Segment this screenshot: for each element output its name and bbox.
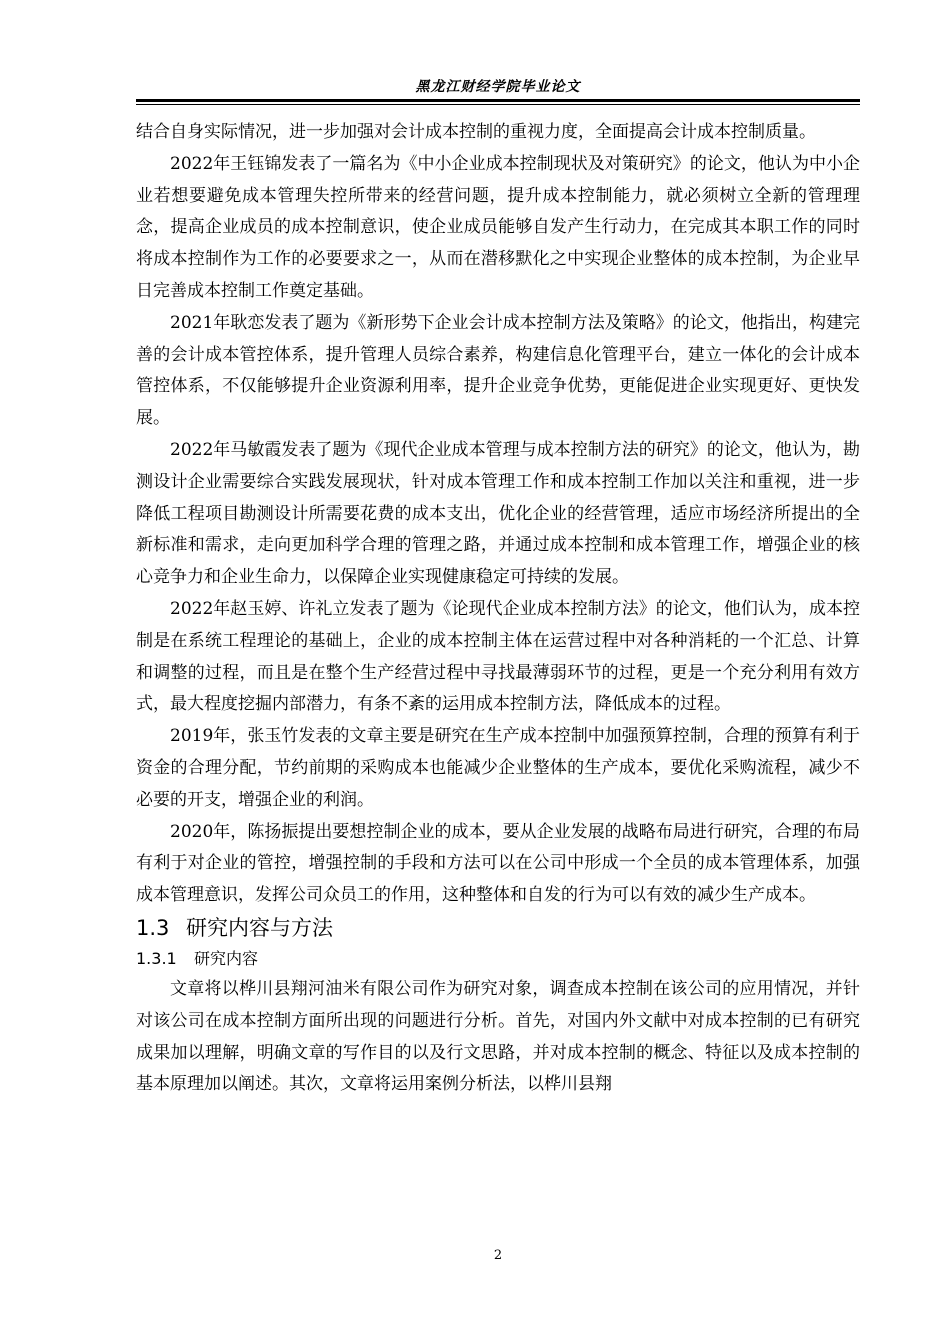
subsection-number: 1.3.1: [136, 948, 177, 968]
page-number: 2: [493, 1248, 503, 1263]
subsection-heading: [136, 944, 860, 974]
section-title: 研究内容与方法: [186, 915, 333, 940]
paragraph-geng: 2021年耿恋发表了题为《新形势下企业会计成本控制方法及策略》的论文，他指出，构建完善的会计成本管控体系，提升管理人员综合素养，构建信息化管理平台，建立一体化的会计成本管控体系，不仅能够提升企业资源利用率，提升企业竞争优势，更能促进企业实现更好、更快发展。: [136, 312, 860, 429]
running-header-title: 黑龙江财经学院毕业论文: [415, 79, 581, 95]
header-rule-thick: [136, 99, 860, 102]
paragraph-chen: 2020年，陈扬振提出要想控制企业的成本，要从企业发展的战略布局进行研究，合理的布局有利于对企业的管控，增强控制的手段和方法可以在公司中形成一个全员的成本管理体系，加强成本管理意识，发挥公司众员工的作用，这种整体和自发的行为可以有效的减少生产成本。: [136, 821, 860, 906]
paragraph-research-content: 文章将以桦川县翔河油米有限公司作为研究对象，调查成本控制在该公司的应用情况，并针对该公司在成本控制方面所出现的问题进行分析。首先，对国内外文献中对成本控制的已有研究成果加以理解，明确文章的写作目的以及行文思路，并对成本控制的概念、特征以及成本控制的基本原理加以阐述。其次，文章将运用案例分析法，以桦川县翔: [136, 978, 860, 1095]
paragraph-zhao-xu: 2022年赵玉婷、许礼立发表了题为《论现代企业成本控制方法》的论文，他们认为，成本控制是在系统工程理论的基础上，企业的成本控制主体在运营过程中对各种消耗的一个汇总、计算和调整的过程，而且是在整个生产经营过程中寻找最薄弱环节的过程，更是一个充分利用有效方式，最大程度挖掘内部潜力，有条不紊的运用成本控制方法，降低成本的过程。: [136, 598, 860, 715]
body-text: [136, 117, 860, 1101]
paragraph-continuation: 结合自身实际情况，进一步加强对会计成本控制的重视力度，全面提高会计成本控制质量。: [136, 122, 816, 142]
section-heading: [136, 912, 860, 944]
header-rule-thin: [136, 104, 860, 105]
paragraph-wang: 2022年王钰锦发表了一篇名为《中小企业成本控制现状及对策研究》的论文，他认为中小企业若想要避免成本管理失控所带来的经营问题，提升成本控制能力，就必须树立全新的管理理念，提高企业成员的成本控制意识，使企业成员能够自发产生行动力，在完成其本职工作的同时将成本控制作为工作的必要要求之一，从而在潜移默化之中实现企业整体的成本控制，为企业早日完善成本控制工作奠定基础。: [136, 153, 860, 301]
paragraph-zhang: 2019年，张玉竹发表的文章主要是研究在生产成本控制中加强预算控制，合理的预算有利于资金的合理分配，节约前期的采购成本也能减少企业整体的生产成本，要优化采购流程，减少不必要的开支，增强企业的利润。: [136, 726, 860, 810]
paragraph-ma: 2022年马敏霞发表了题为《现代企业成本管理与成本控制方法的研究》的论文，他认为，勘测设计企业需要综合实践发展现状，针对成本管理工作和成本控制工作加以关注和重视，进一步降低工程项目勘测设计所需要花费的成本支出，优化企业的经营管理，适应市场经济所提出的全新标准和需求，走向更加科学合理的管理之路，并通过成本控制和成本管理工作，增强企业的核心竞争力和企业生命力，以保障企业实现健康稳定可持续的发展。: [136, 439, 860, 588]
subsection-title: 研究内容: [194, 948, 259, 968]
section-number: 1.3: [136, 915, 170, 940]
